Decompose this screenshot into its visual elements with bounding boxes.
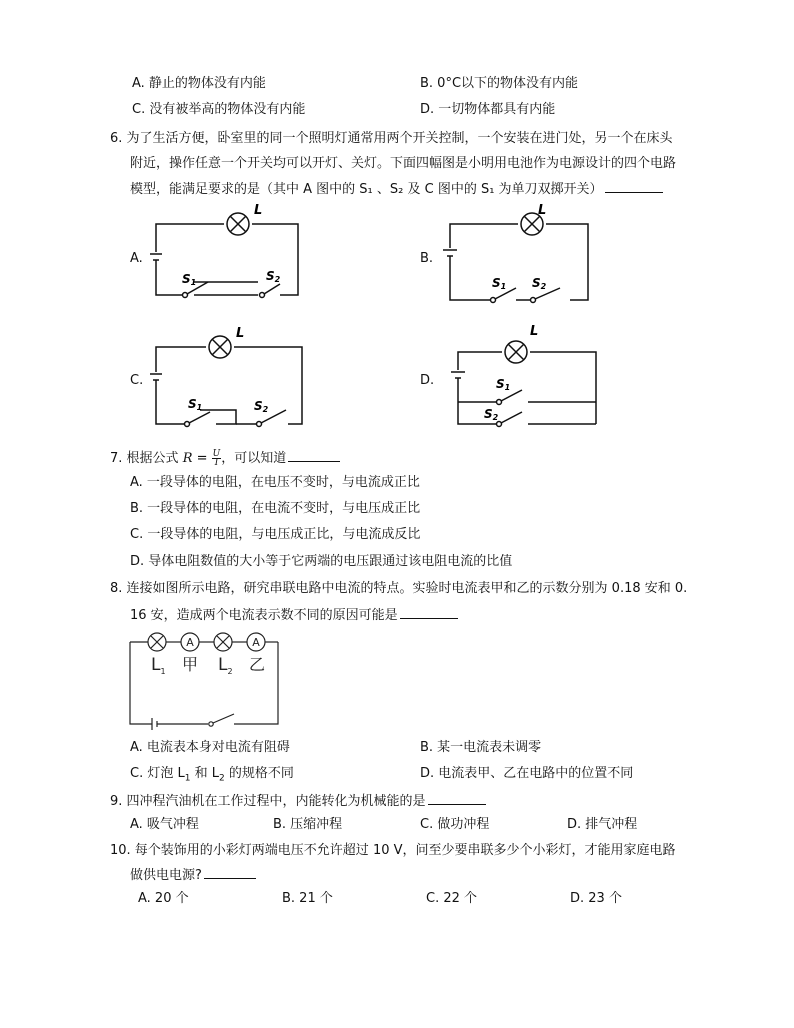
- q7-stem: [110, 449, 340, 468]
- svg-text:S2: [484, 407, 499, 422]
- q6-diagram-c-label: C.: [130, 373, 144, 388]
- q8-stem-line1: 8. 连接如图所示电路，研究串联电路中电流的特点。实验时电流表甲和乙的示数分别为 0.18 安和 0.: [110, 581, 688, 596]
- q8-ammeter1-symbol: A: [186, 636, 194, 649]
- q5-option-a[interactable]: A. 静止的物体没有内能: [132, 76, 266, 91]
- q5-option-b[interactable]: B. 0°C以下的物体没有内能: [420, 76, 579, 91]
- q8-ammeter2-symbol: A: [252, 636, 260, 649]
- svg-text:S2: [254, 399, 269, 414]
- q9-stem-text: 9. 四冲程汽油机在工作过程中，内能转化为机械能的是: [110, 794, 426, 809]
- q8-option-c-suffix: 的规格不同: [224, 766, 294, 781]
- q8-option-c[interactable]: [130, 765, 294, 788]
- q6d-s1-sub: 1: [504, 383, 511, 392]
- q9-option-a[interactable]: A. 吸气冲程: [130, 817, 199, 832]
- q10-stem-line1: 10. 每个装饰用的小彩灯两端电压不允许超过 10 V，问至少要串联多少个小彩灯，才能用家庭电路: [110, 843, 676, 858]
- q7-stem-suffix: ，可以知道: [221, 451, 287, 466]
- q7-formula-r: R: [182, 451, 193, 466]
- q9-option-b[interactable]: B. 压缩冲程: [273, 817, 343, 832]
- q8-stem-line2: [130, 606, 458, 625]
- q8-stem-line2-text: 16 安，造成两个电流表示数不同的原因可能是: [130, 608, 398, 623]
- q7-option-a[interactable]: A. 一段导体的电阻，在电压不变时，与电流成正比: [130, 475, 420, 490]
- q8-ammeter2-label: 乙: [249, 655, 266, 674]
- q6-stem-line3-text: 模型，能满足要求的是（其中 A 图中的 S₁ 、S₂ 及 C 图中的 S₁ 为单刀双掷开关）: [130, 182, 603, 197]
- q6a-lamp-label: L: [254, 203, 263, 218]
- svg-text:S2: [532, 276, 547, 291]
- q8-ammeter1-label: 甲: [182, 655, 199, 674]
- q8-option-c-sub1: 1: [184, 773, 191, 784]
- q6a-s2: S: [266, 269, 275, 283]
- q6c-s2-sub: 2: [262, 405, 269, 414]
- q6a-s1-sub: 1: [190, 278, 197, 287]
- q6-stem-line1: 6. 为了生活方便，卧室里的同一个照明灯通常用两个开关控制，一个安装在进门处，另一个在床头: [110, 131, 673, 146]
- q6-circuit-c: [150, 322, 310, 432]
- q6b-s2: S: [532, 276, 541, 290]
- q7-formula-num: U: [212, 449, 221, 459]
- q6c-s2: S: [254, 399, 263, 413]
- q6-circuit-a: [150, 200, 310, 310]
- q8-option-c-mid: 和 L: [190, 766, 219, 781]
- q6-circuit-d: [440, 322, 600, 432]
- q6-circuit-b: [440, 200, 600, 310]
- q7-formula-eq: =: [196, 451, 208, 466]
- q10-stem-line2-text: 做供电电源?: [130, 868, 202, 883]
- q7-option-b[interactable]: B. 一段导体的电阻，在电流不变时，与电压成正比: [130, 501, 421, 516]
- q7-option-c[interactable]: C. 一段导体的电阻，与电压成正比，与电流成反比: [130, 527, 421, 542]
- q8-lamp1-sub: 1: [160, 667, 166, 676]
- svg-text:S1: [188, 397, 202, 412]
- q7-answer-blank[interactable]: [288, 449, 340, 462]
- q8-option-c-sub2: 2: [218, 773, 225, 784]
- svg-text:L2: [218, 655, 233, 676]
- q6c-s1-sub: 1: [196, 403, 203, 412]
- q6b-lamp-label: L: [538, 203, 547, 218]
- q5-option-c[interactable]: C. 没有被举高的物体没有内能: [132, 102, 306, 117]
- q9-option-d[interactable]: D. 排气冲程: [567, 817, 638, 832]
- svg-text:S1: [492, 276, 506, 291]
- q6b-s1: S: [492, 276, 501, 290]
- q6-stem-line2: 附近，操作任意一个开关均可以开灯、关灯。下面四幅图是小明用电池作为电源设计的四个电路: [130, 156, 677, 171]
- q8-lamp1-label: L: [151, 655, 161, 675]
- q6-stem-line3: [130, 180, 663, 199]
- q10-answer-blank[interactable]: [204, 866, 256, 879]
- q8-option-d[interactable]: D. 电流表甲、乙在电路中的位置不同: [420, 766, 634, 781]
- q6-diagram-d-label: D.: [420, 373, 435, 388]
- q9-stem: [110, 792, 486, 811]
- q7-stem-prefix: 7. 根据公式: [110, 451, 179, 466]
- q8-option-a[interactable]: A. 电流表本身对电流有阻碍: [130, 740, 290, 755]
- q6c-s1: S: [188, 397, 197, 411]
- q6d-s2-sub: 2: [492, 413, 499, 422]
- svg-text:S2: [266, 269, 281, 284]
- q6a-s1: S: [182, 272, 191, 286]
- q8-lamp2-sub: 2: [227, 667, 233, 676]
- q8-option-c-prefix: C. 灯泡 L: [130, 766, 185, 781]
- q9-option-c[interactable]: C. 做功冲程: [420, 817, 490, 832]
- svg-text:S1: [182, 272, 196, 287]
- q7-formula-fraction: [212, 450, 222, 467]
- q7-formula-den: I: [214, 458, 219, 468]
- q9-answer-blank[interactable]: [428, 792, 486, 805]
- q6d-s2: S: [484, 407, 493, 421]
- q10-option-c[interactable]: C. 22 个: [426, 891, 478, 906]
- q6c-lamp-label: L: [236, 326, 245, 341]
- q8-circuit: [126, 628, 286, 730]
- q10-stem-line2: [130, 866, 256, 885]
- q10-option-b[interactable]: B. 21 个: [282, 891, 333, 906]
- q6b-s2-sub: 2: [540, 282, 547, 291]
- q8-answer-blank[interactable]: [400, 606, 458, 619]
- q10-option-d[interactable]: D. 23 个: [570, 891, 622, 906]
- q6b-s1-sub: 1: [500, 282, 507, 291]
- svg-text:S1: [496, 377, 510, 392]
- q6d-s1: S: [496, 377, 505, 391]
- q6a-s2-sub: 2: [274, 275, 281, 284]
- q10-option-a[interactable]: A. 20 个: [138, 891, 189, 906]
- q6-diagram-a-label: A.: [130, 251, 143, 266]
- q6-answer-blank[interactable]: [605, 180, 663, 193]
- svg-text:L1: [151, 655, 166, 676]
- q5-option-d[interactable]: D. 一切物体都具有内能: [420, 102, 556, 117]
- q7-option-d[interactable]: D. 导体电阻数值的大小等于它两端的电压跟通过该电阻电流的比值: [130, 554, 513, 569]
- q6-diagram-b-label: B.: [420, 251, 434, 266]
- q8-option-b[interactable]: B. 某一电流表未调零: [420, 740, 542, 755]
- q6d-lamp-label: L: [530, 324, 539, 339]
- q8-lamp2-label: L: [218, 655, 228, 675]
